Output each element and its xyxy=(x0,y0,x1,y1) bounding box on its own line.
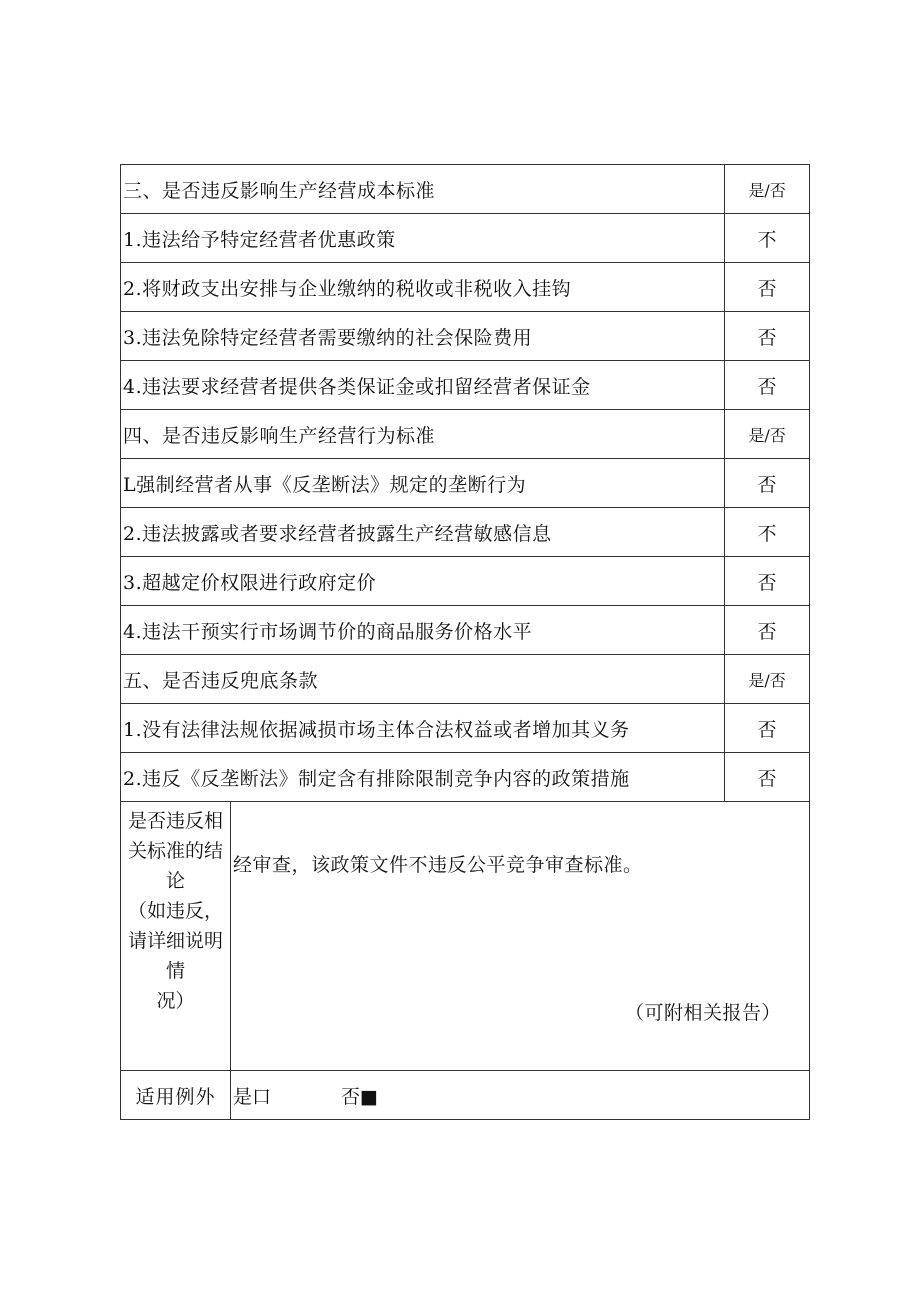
conclusion-label-line: 况） xyxy=(156,990,195,1012)
answer-header: 是/否 xyxy=(725,655,810,704)
criterion-answer: 否 xyxy=(725,557,810,606)
conclusion-label-line: 情 xyxy=(165,960,185,982)
criterion-answer: 不 xyxy=(725,508,810,557)
criterion-answer: 否 xyxy=(725,263,810,312)
section-title: 三、是否违反影响生产经营成本标准 xyxy=(121,165,725,214)
criterion-answer: 否 xyxy=(725,312,810,361)
answer-header: 是/否 xyxy=(725,410,810,459)
criterion-row xyxy=(121,263,810,312)
criterion-answer: 否 xyxy=(725,361,810,410)
criterion-row xyxy=(121,753,810,802)
conclusion-label xyxy=(121,802,231,1071)
criterion-text: 2.违法披露或者要求经营者披露生产经营敏感信息 xyxy=(121,508,725,557)
answer-header: 是/否 xyxy=(725,165,810,214)
exception-options xyxy=(231,1071,810,1120)
section-title: 四、是否违反影响生产经营行为标准 xyxy=(121,410,725,459)
section-header-row xyxy=(121,655,810,704)
exception-label: 适用例外 xyxy=(121,1071,231,1120)
criterion-row xyxy=(121,361,810,410)
criterion-row xyxy=(121,704,810,753)
criterion-answer: 否 xyxy=(725,753,810,802)
exception-yes-checkbox[interactable]: 是口 xyxy=(233,1085,272,1108)
criterion-answer: 否 xyxy=(725,606,810,655)
criterion-answer: 不 xyxy=(725,214,810,263)
criterion-text: 2.违反《反垄断法》制定含有排除限制竞争内容的政策措施 xyxy=(121,753,725,802)
criterion-row xyxy=(121,459,810,508)
exception-no-checkbox[interactable]: 否■ xyxy=(341,1085,378,1108)
criterion-text: 1.违法给予特定经营者优惠政策 xyxy=(121,214,725,263)
criterion-text: L强制经营者从事《反垄断法》规定的垄断行为 xyxy=(121,459,725,508)
attachment-note: （可附相关报告） xyxy=(625,1002,782,1024)
criterion-text: 2.将财政支出安排与企业缴纳的税收或非税收入挂钩 xyxy=(121,263,725,312)
criterion-text: 4.违法要求经营者提供各类保证金或扣留经营者保证金 xyxy=(121,361,725,410)
criterion-answer: 否 xyxy=(725,459,810,508)
conclusion-label-line: 关标准的结 xyxy=(127,840,223,862)
criterion-text: 3.违法免除特定经营者需要缴纳的社会保险费用 xyxy=(121,312,725,361)
conclusion-label-line: （如违反， xyxy=(127,900,223,922)
section-header-row xyxy=(121,410,810,459)
criterion-answer: 否 xyxy=(725,704,810,753)
section-title: 五、是否违反兜底条款 xyxy=(121,655,725,704)
conclusion-row xyxy=(121,802,810,1071)
criterion-text: 1.没有法律法规依据减损市场主体合法权益或者增加其义务 xyxy=(121,704,725,753)
conclusion-text: 经审查，该政策文件不违反公平竞争审查标准。 xyxy=(233,854,643,876)
conclusion-label-line: 请详细说明 xyxy=(127,930,223,952)
exception-row xyxy=(121,1071,810,1120)
criterion-row xyxy=(121,606,810,655)
criterion-text: 3.超越定价权限进行政府定价 xyxy=(121,557,725,606)
conclusion-label-line: 是否违反相 xyxy=(127,810,223,832)
criterion-row xyxy=(121,214,810,263)
conclusion-label-line: 论 xyxy=(165,870,185,892)
conclusion-cell xyxy=(231,802,810,1071)
criterion-text: 4.违法干预实行市场调节价的商品服务价格水平 xyxy=(121,606,725,655)
criterion-row xyxy=(121,508,810,557)
criterion-row xyxy=(121,312,810,361)
review-table xyxy=(120,164,810,1120)
review-table-body xyxy=(121,165,810,1120)
section-header-row xyxy=(121,165,810,214)
criterion-row xyxy=(121,557,810,606)
